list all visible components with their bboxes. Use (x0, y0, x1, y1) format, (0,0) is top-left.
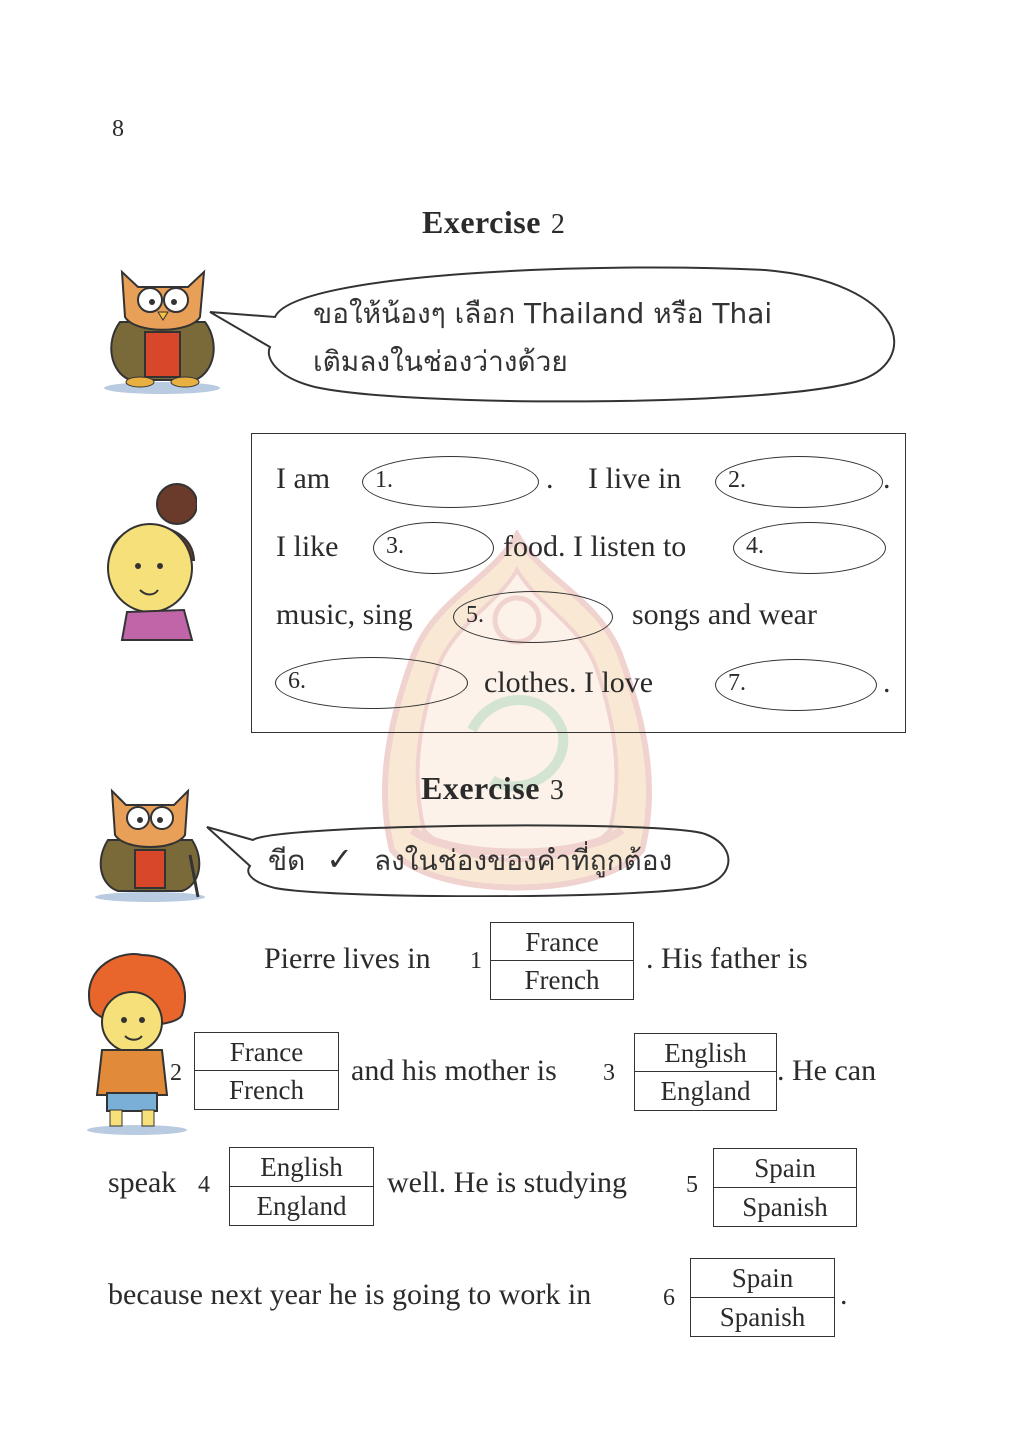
text-food-listen: food. I listen to (503, 530, 687, 563)
boy-character-icon (82, 950, 192, 1135)
choice-4-option-england[interactable]: England (256, 1190, 347, 1221)
blank-5[interactable]: 5. (453, 591, 613, 643)
text-clothes-i-love: clothes. I love (484, 666, 654, 699)
text-i-like: I like (276, 530, 339, 563)
text-speak: speak (108, 1166, 177, 1199)
exercise-3-instruction: ขีด ✓ ลงในช่องของคำที่ถูกต้อง (268, 840, 673, 878)
text-he-can: . He can (777, 1054, 877, 1087)
text-songs-wear: songs and wear (632, 598, 817, 631)
exercise-3-title: Exercise 3 (421, 770, 565, 806)
blank-3[interactable]: 3. (373, 522, 494, 574)
blank-7[interactable]: 7. (715, 659, 877, 711)
text-pierre-lives-in: Pierre lives in (264, 942, 431, 975)
owl-character-icon (90, 785, 210, 903)
choice-6-option-spanish[interactable]: Spanish (719, 1301, 806, 1332)
text-his-father-is: . His father is (646, 942, 808, 975)
choice-5-option-spain[interactable]: Spain (714, 1149, 856, 1188)
blank-1[interactable]: 1. (362, 456, 539, 508)
choice-box-1 (490, 922, 634, 1000)
page-number: 8 (112, 116, 124, 142)
choice-3-option-england[interactable]: England (660, 1076, 751, 1106)
exercise-2-instruction: ขอให้น้องๆ เลือก Thailand หรือ Thai เติมลงในช่องว่างด้วย (313, 297, 773, 378)
choice-1-option-french[interactable]: French (524, 965, 600, 995)
choice-box-6 (690, 1258, 835, 1337)
blank-2[interactable]: 2. (715, 456, 883, 508)
choice-box-3 (634, 1033, 777, 1111)
girl-character-icon (102, 480, 197, 642)
choice-2-option-france[interactable]: France (195, 1033, 338, 1071)
choice-box-2 (194, 1032, 339, 1110)
choice-box-4 (229, 1147, 374, 1226)
blank-6[interactable]: 6. (275, 657, 468, 709)
text-because-next-year: because next year he is going to work in (108, 1278, 592, 1311)
text-well-studying: well. He is studying (387, 1166, 627, 1199)
blank-4[interactable]: 4. (733, 522, 886, 574)
choice-1-option-france[interactable]: France (491, 923, 633, 961)
choice-6-option-spain[interactable]: Spain (691, 1259, 834, 1298)
choice-box-5 (713, 1148, 857, 1227)
choice-3-option-english[interactable]: English (635, 1034, 776, 1072)
exercise-2-title: Exercise 2 (422, 204, 566, 240)
text-i-am: I am (276, 462, 331, 495)
choice-5-option-spanish[interactable]: Spanish (742, 1191, 828, 1222)
text-and-his-mother-is: and his mother is (351, 1054, 557, 1087)
choice-2-option-french[interactable]: French (229, 1075, 304, 1105)
choice-4-option-english[interactable]: English (230, 1148, 373, 1187)
text-music-sing: music, sing (276, 598, 413, 631)
text-i-live-in: I live in (588, 462, 682, 495)
check-mark-icon: ✓ (326, 840, 354, 878)
